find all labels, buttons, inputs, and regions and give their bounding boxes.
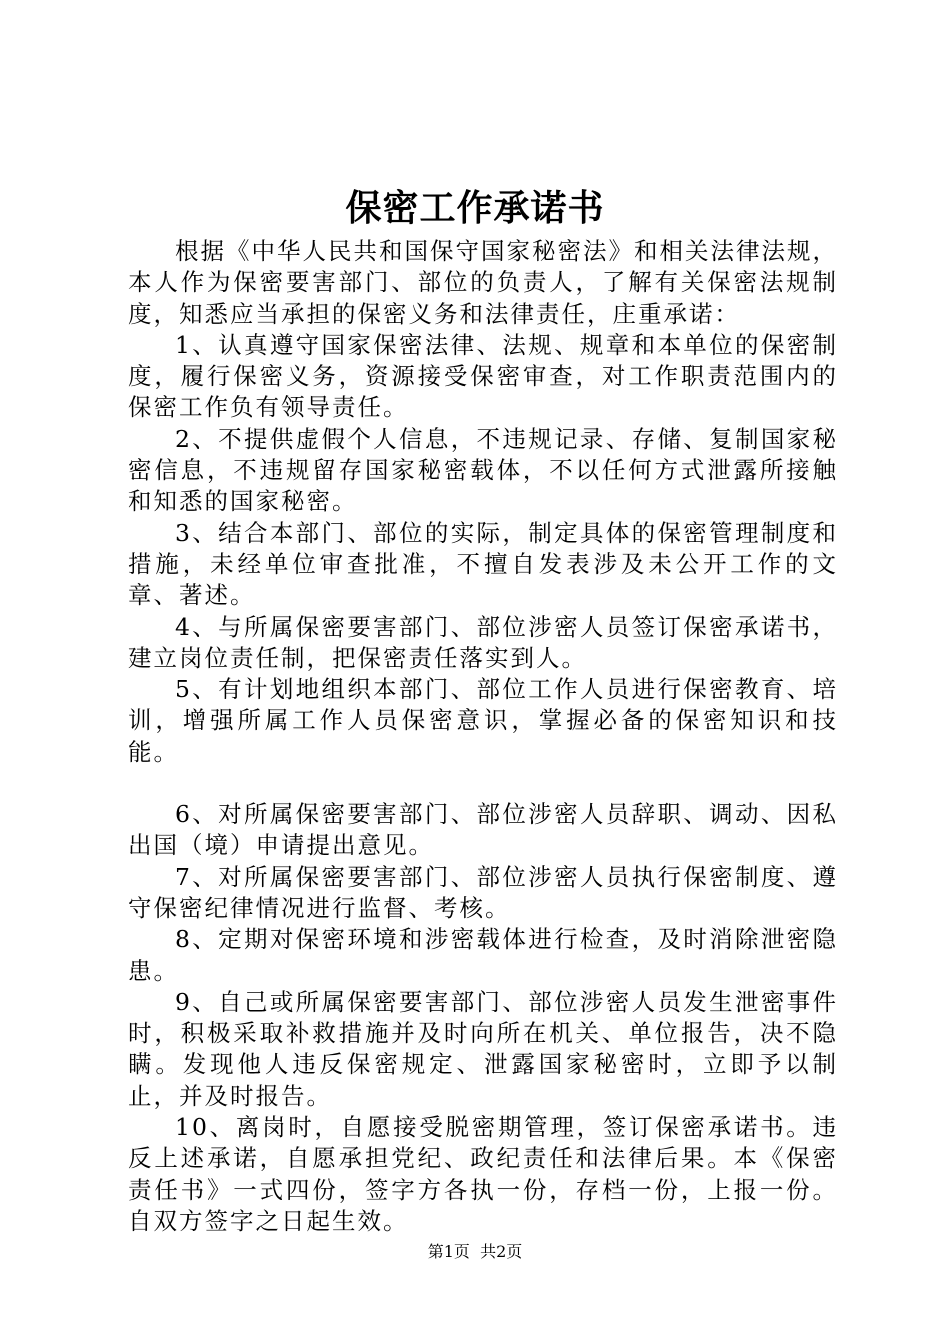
paragraph-item-8: 8、定期对保密环境和涉密载体进行检查，及时消除泄密隐患。 — [128, 925, 838, 985]
paragraph-item-10: 10、离岗时，自愿接受脱密期管理，签订保密承诺书。违反上述承诺，自愿承担党纪、政纪责任和法律后果。本《保密责任书》一式四份，签字方各执一份，存档一份，上报一份。自双方签字之日起生效。 — [128, 1113, 838, 1235]
paragraph-item-2: 2、不提供虚假个人信息，不违规记录、存储、复制国家秘密信息，不违规留存国家秘密载体，不以任何方式泄露所接触和知悉的国家秘密。 — [128, 424, 838, 516]
footer-spacer — [470, 1242, 480, 1261]
paragraph-item-6: 6、对所属保密要害部门、部位涉密人员辞职、调动、因私出国（境）申请提出意见。 — [128, 800, 838, 860]
page-number-current: 第1页 — [427, 1242, 470, 1261]
paragraph-item-1: 1、认真遵守国家保密法律、法规、规章和本单位的保密制度，履行保密义务，资源接受保密审查，对工作职责范围内的保密工作负有领导责任。 — [128, 330, 838, 422]
paragraph-item-3: 3、结合本部门、部位的实际，制定具体的保密管理制度和措施，未经单位审查批准，不擅自发表涉及未公开工作的文章、著述。 — [128, 518, 838, 610]
paragraph-item-5: 5、有计划地组织本部门、部位工作人员进行保密教育、培训，增强所属工作人员保密意识，掌握必备的保密知识和技能。 — [128, 675, 838, 766]
paragraph-intro: 根据《中华人民共和国保守国家秘密法》和相关法律法规，本人作为保密要害部门、部位的负责人，了解有关保密法规制度，知悉应当承担的保密义务和法律责任，庄重承诺： — [128, 237, 838, 328]
page-footer — [0, 1240, 950, 1264]
paragraph-item-4: 4、与所属保密要害部门、部位涉密人员签订保密承诺书，建立岗位责任制，把保密责任落实到人。 — [128, 612, 838, 672]
page-number-total: 共2页 — [480, 1242, 523, 1261]
document-body — [128, 236, 838, 1237]
document-title: 保密工作承诺书 — [345, 187, 605, 229]
paragraph-item-9: 9、自己或所属保密要害部门、部位涉密人员发生泄密事件时，积极采取补救措施并及时向所在机关、单位报告，决不隐瞒。发现他人违反保密规定、泄露国家秘密时，立即予以制止，并及时报告。 — [128, 987, 838, 1110]
paragraph-item-7: 7、对所属保密要害部门、部位涉密人员执行保密制度、遵守保密纪律情况进行监督、考核。 — [128, 862, 838, 922]
